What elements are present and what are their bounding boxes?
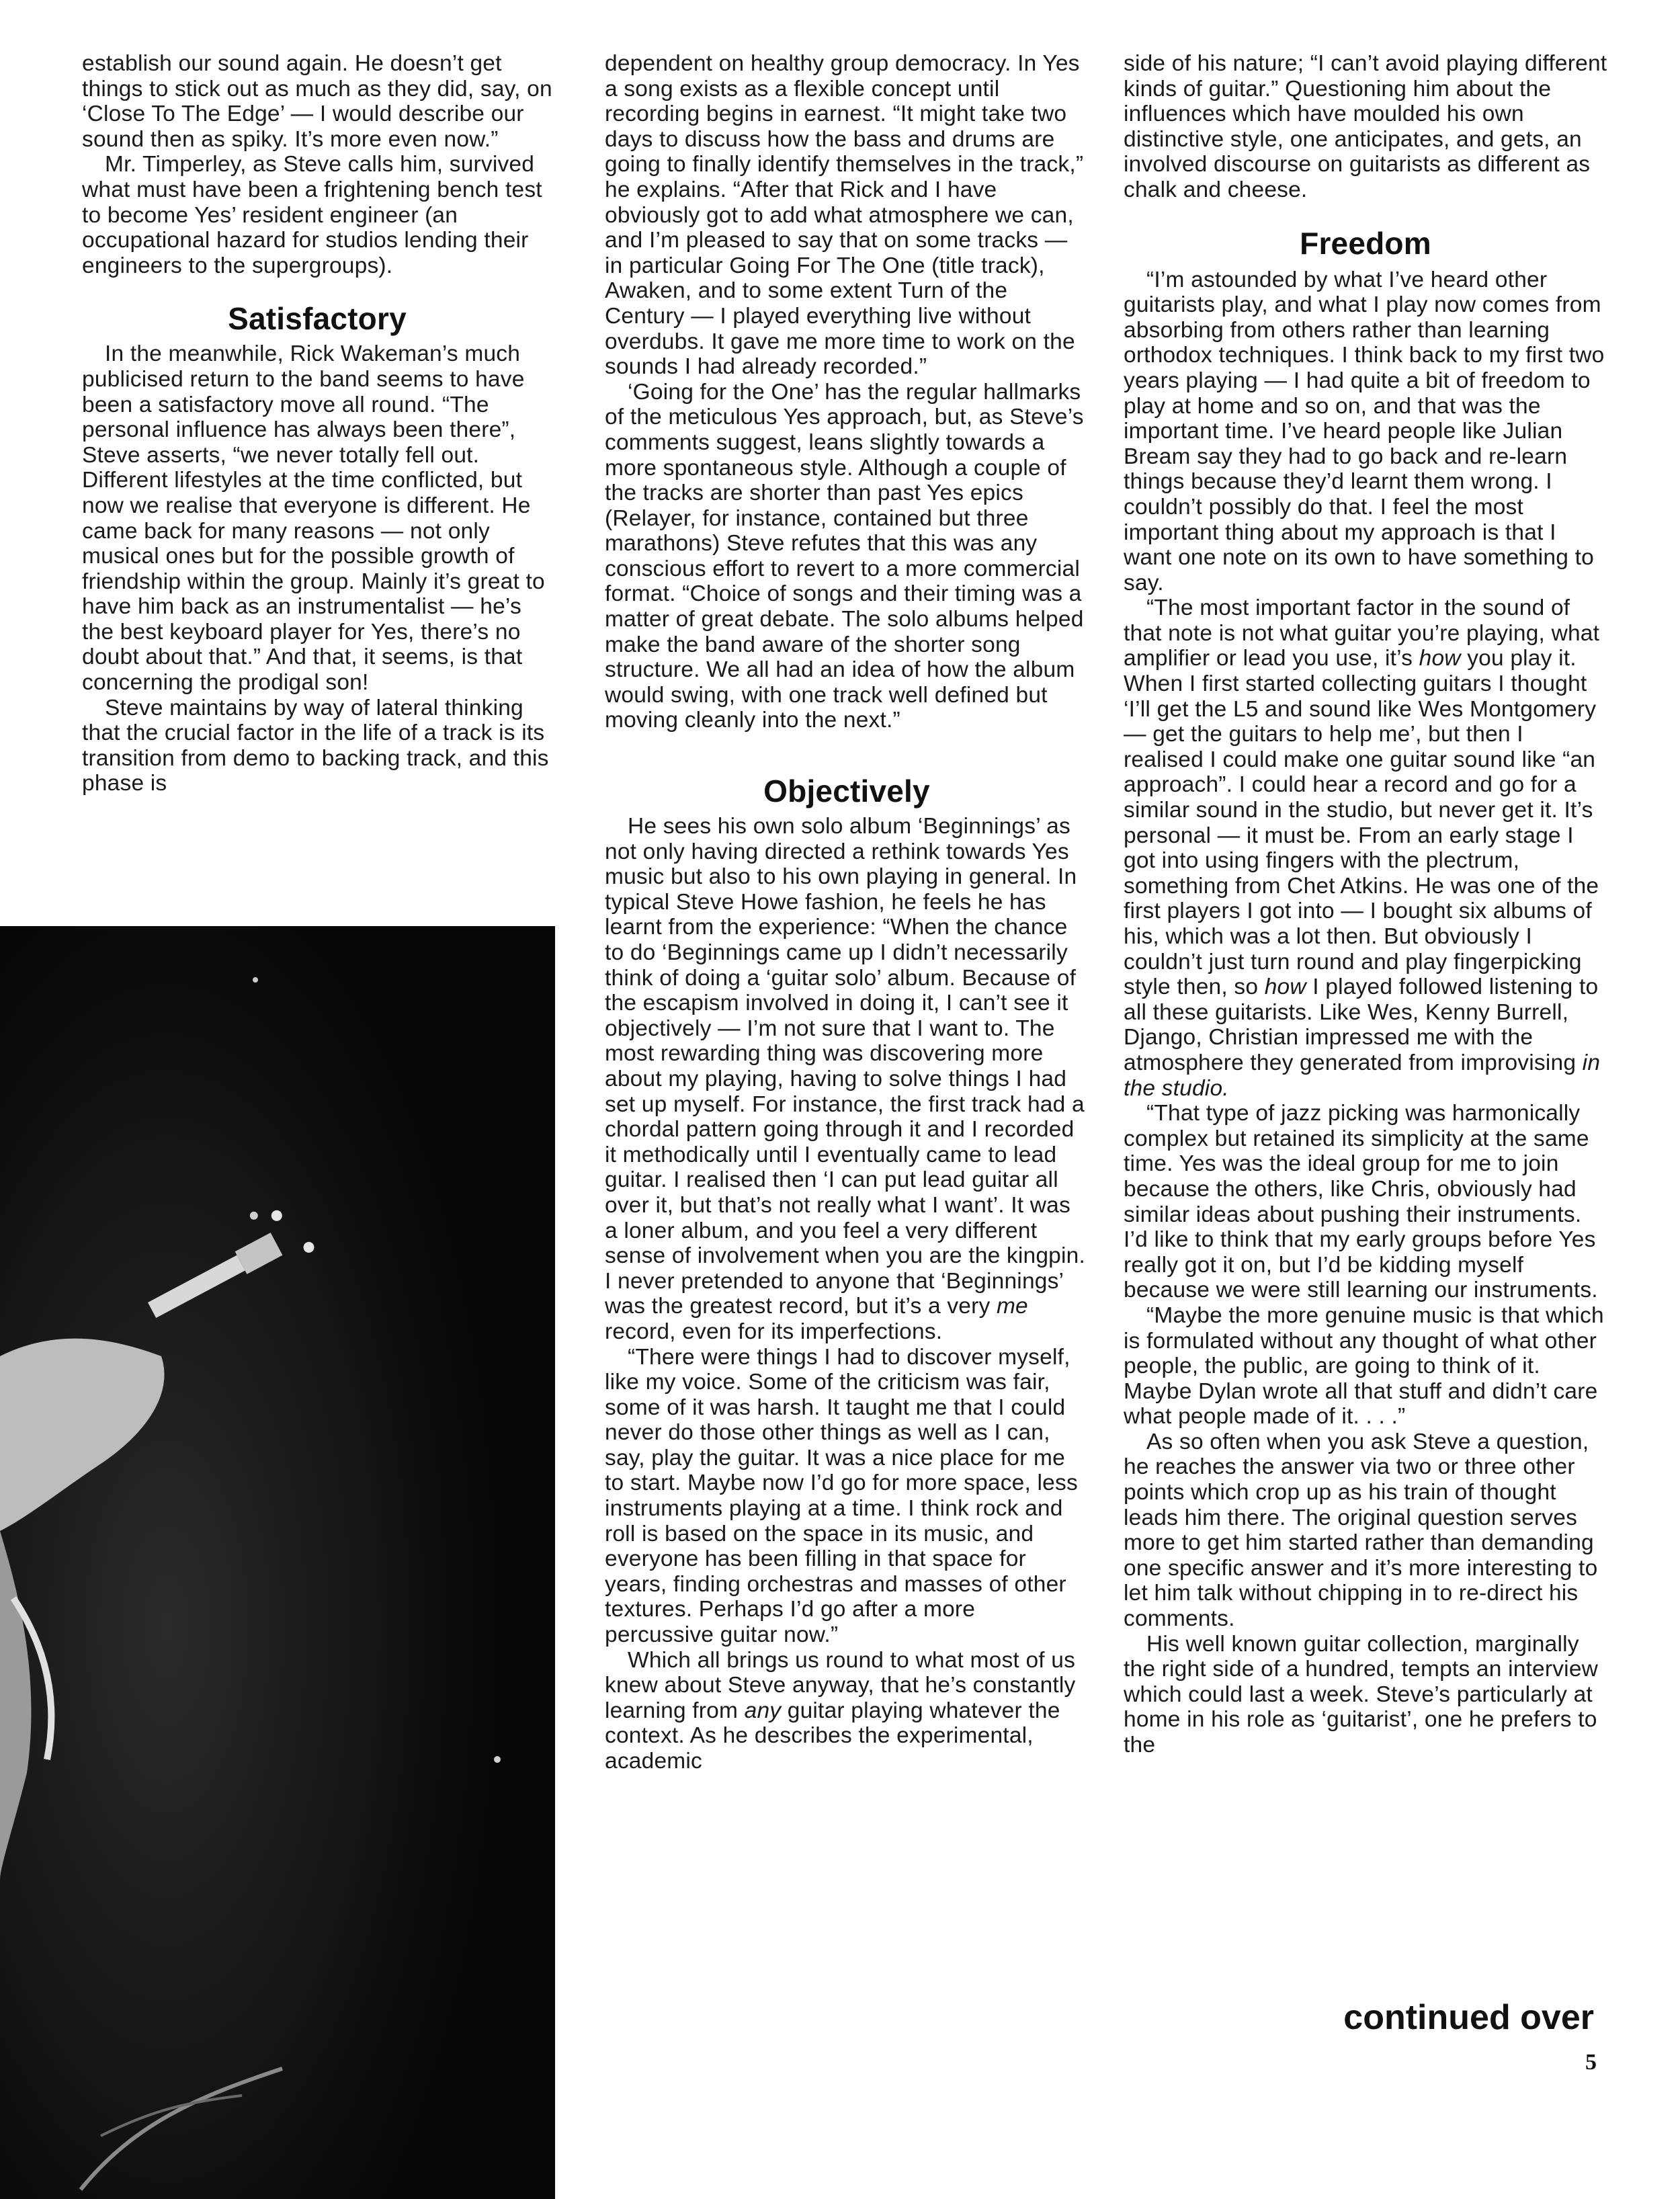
emphasis: me [996, 1294, 1028, 1319]
text-run: He sees his own solo album ‘Beginnings’ as not only having directed a rethink towards Yes music but also to his own playing in general. In typical Steve Howe fashion, he feels he has learnt from the experience: “When the chance to do ‘Beginnings came up I didn’t necessarily think of doing a ‘guitar solo’ album. Because of the escapism involved in doing it, I can’t see it objectively — I’m not sure that I want to. The most rewarding thing was discovering more about my playing, having to solve things I had set up myself. For instance, the first track had a chordal pattern going through it and I recorded it methodically until I eventually came to lead guitar. I realised then ‘I can put lead guitar all over it, but that’s not really what I want’. It was a loner album, and you feel a very different sense of involvement when you are the kingpin. I never pretended to anyone that ‘Beginnings’ was the greatest record, but it’s a very [605, 814, 1085, 1319]
emphasis: how [1264, 974, 1306, 1000]
emphasis: any [744, 1698, 782, 1723]
paragraph: His well known guitar collection, marginally the right side of a hundred, tempts an interview which could last a week. Steve’s particularly at home in his role as ‘guitarist’, one he prefers to the [1124, 1631, 1599, 1757]
column-1 [82, 51, 552, 796]
paragraph [605, 1648, 1089, 1774]
page-number: 5 [1585, 2050, 1597, 2075]
text-run: record, even for its imperfections. [605, 1319, 943, 1344]
section-heading: Satisfactory [228, 301, 407, 337]
paragraph [1124, 595, 1607, 1101]
emphasis: in the studio. [1124, 1050, 1601, 1101]
column-3 [1124, 51, 1607, 1758]
text-run: I played followed listening to all these guitarists. Like Wes, Kenny Burrell, Django, Christian impressed me with the atmosphere they generated from improvising [1124, 974, 1599, 1075]
text-run: you play it. When I first started collecting guitars I thought ‘I’ll get the L5 and sound like Wes Montgomery — get the guitars to help me’, but then I realised I could make one guitar sound like “an approach”. I could hear a record and go for a similar sound in the studio, but never get it. It’s personal — it must be. From an early stage I got into using fingers with the plectrum, something from Chet Atkins. He was one of the first players I got into — I bought six albums of his, which was a lot then. But obviously I couldn’t just turn round and play fingerpicking style then, so [1124, 646, 1599, 1000]
paragraph: In the meanwhile, Rick Wakeman’s much publicised return to the band seems to have been a satisfactory move all round. “The personal influence has always been there”, Steve asserts, “we never totally fell out. Different lifestyles at the time conflicted, but now we realise that everyone is different. He came back for many reasons — not only musical ones but for the possible growth of friendship within the group. Mainly it’s great to have him back as an instrumentalist — he’s the best keyboard player for Yes, there’s no doubt about that.” And that, it seems, is that concerning the prodigal son! [82, 341, 545, 696]
column-2 [605, 51, 1089, 1774]
paragraph: Mr. Timperley, as Steve calls him, survived what must have been a frightening bench test to become Yes’ resident engineer (an occupational hazard for studios lending their engineers to the supergroups). [82, 152, 542, 278]
paragraph: As so often when you ask Steve a question, he reaches the answer via two or three other points which crop up as his train of thought leads him there. The original question serves more to get him started rather than demanding one specific answer and it’s more interesting to let him talk without chipping in to re-direct his comments. [1124, 1429, 1598, 1632]
paragraph [605, 814, 1089, 1344]
paragraph: establish our sound again. He doesn’t get things to stick out as much as they did, say, on ‘Close To The Edge’ — I would describe our sound then as spiky. It’s more even now.” [82, 51, 552, 152]
paragraph: dependent on healthy group democracy. In Yes a song exists as a flexible concept until recording begins in earnest. “It might take two days to discuss how the bass and drums are going to finally identify themselves in the track,” he explains. “After that Rick and I have obviously got to add what atmosphere we can, and I’m pleased to say that on some tracks — in particular Going For The One (title track), Awaken, and to some extent Turn of the Century — I played everything live without overdubs. It gave me more time to work on the sounds I had already recorded.” [605, 51, 1084, 380]
paragraph: “That type of jazz picking was harmonically complex but retained its simplicity at the same time. Yes was the ideal group for me to join because the others, like Chris, obviously had similar ideas about pushing their instruments. I’d like to think that my early groups before Yes really got it on, but I’d be kidding myself because we were still learning our instruments. [1124, 1101, 1598, 1303]
paragraph: ‘Going for the One’ has the regular hallmarks of the meticulous Yes approach, but, as Steve’s comments suggest, leans slightly towards a more spontaneous style. Although a couple of the tracks are shorter than past Yes epics (Relayer, for instance, contained but three marathons) Steve refutes that this was any conscious effort to revert to a more commercial format. “Choice of songs and their timing was a matter of great debate. The solo albums helped make the band aware of the shorter song structure. We all had an idea of how the album would swing, with one track well defined but moving cleanly into the next.” [605, 379, 1084, 733]
section-heading: Objectively [763, 774, 930, 809]
text-run: Which all brings us round to what most of us knew about Steve anyway, that he’s constantly learning from [605, 1647, 1076, 1723]
text-run: “The most important factor in the sound of that note is not what guitar you’re playing, what amplifier or lead you use, it’s [1124, 595, 1600, 671]
paragraph: “Maybe the more genuine music is that which is formulated without any thought of what other people, the public, are going to think of it. Maybe Dylan wrote all that stuff and didn’t care what people made of it. . . .” [1124, 1302, 1604, 1429]
paragraph: Steve maintains by way of lateral thinking that the crucial factor in the life of a track is its transition from demo to backing track, and this phase is [82, 695, 549, 796]
paragraph: “I’m astounded by what I’ve heard other guitarists play, and what I play now comes from absorbing from others rather than learning orthodox techniques. I think back to my first two years playing — I had quite a bit of freedom to play at home and so on, and that was the important time. I’ve heard people like Julian Bream say they had to go back and re-learn things because they’d learnt them wrong. I couldn’t possibly do that. I feel the most important thing about my approach is that I want one note on its own to have something to say. [1124, 267, 1605, 595]
concert-photo [0, 926, 555, 2199]
paragraph: “There were things I had to discover myself, like my voice. Some of the criticism was fair, some of it was harsh. It taught me that I could never do those other things as well as I can, say, play the guitar. It was a nice place for me to start. Maybe now I’d go for more space, less instruments playing at a time. I think rock and roll is based on the space in its music, and everyone has been filling in that space for years, finding orchestras and masses of other textures. Perhaps I’d go after a more percussive guitar now.” [605, 1344, 1078, 1648]
continued-over-label: continued over [1343, 1998, 1594, 2037]
text-run: guitar playing whatever the context. As he describes the experimental, academic [605, 1698, 1060, 1774]
section-heading: Freedom [1300, 225, 1431, 261]
emphasis: how [1419, 646, 1461, 671]
paragraph: side of his nature; “I can’t avoid playing different kinds of guitar.” Questioning him about the influences which have moulded his own distinctive style, one anticipates, and gets, an involved discourse on guitarists as different as chalk and cheese. [1124, 51, 1607, 202]
